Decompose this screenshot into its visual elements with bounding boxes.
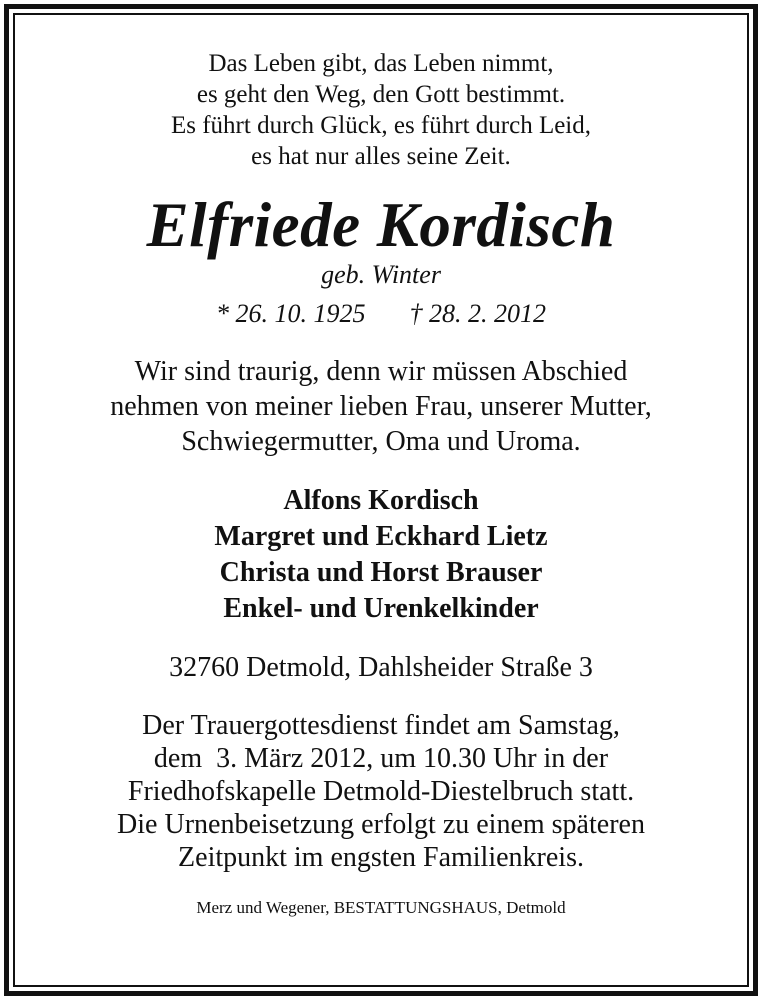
poem-line: es hat nur alles seine Zeit. — [251, 143, 511, 170]
poem-line: es geht den Weg, den Gott bestimmt. — [196, 81, 566, 108]
poem-verse — [15, 48, 747, 172]
message-line: Schwiegermutter, Oma und Uroma. — [181, 426, 581, 457]
family-address: 32760 Detmold, Dahlsheider Straße 3 — [169, 652, 593, 683]
service-line: Der Trauergottesdienst findet am Samstag, — [142, 710, 620, 741]
service-line: Zeitpunkt im engsten Familienkreis. — [178, 842, 584, 873]
obituary-notice — [15, 15, 747, 919]
poem-line: Das Leben gibt, das Leben nimmt, — [208, 50, 554, 77]
service-line: dem 3. März 2012, um 10.30 Uhr in der — [153, 743, 609, 774]
death-date: † 28. 2. 2012 — [409, 299, 546, 328]
deceased-name: Elfriede Kordisch — [146, 190, 616, 260]
maiden-name: geb. Winter — [321, 260, 441, 289]
mourner-name: Alfons Kordisch — [283, 485, 479, 516]
service-line: Die Urnenbeisetzung erfolgt zu einem späteren — [117, 809, 645, 840]
poem-line: Es führt durch Glück, es führt durch Leid, — [170, 112, 592, 139]
mourner-name: Margret und Eckhard Lietz — [214, 521, 548, 552]
message-line: Wir sind traurig, denn wir müssen Abschied — [134, 356, 628, 387]
message-line: nehmen von meiner lieben Frau, unserer Mutter, — [110, 391, 652, 422]
service-details — [15, 709, 747, 874]
service-line: Friedhofskapelle Detmold-Diestelbruch statt. — [127, 776, 635, 807]
funeral-home-credit: Merz und Wegener, BESTATTUNGSHAUS, Detmold — [196, 898, 566, 917]
farewell-message — [15, 354, 747, 459]
mourners-list — [15, 483, 747, 627]
birth-date: * 26. 10. 1925 — [216, 299, 366, 328]
life-dates — [15, 298, 747, 330]
mourner-name: Christa und Horst Brauser — [219, 557, 543, 588]
mourner-name: Enkel- und Urenkelkinder — [223, 593, 539, 624]
